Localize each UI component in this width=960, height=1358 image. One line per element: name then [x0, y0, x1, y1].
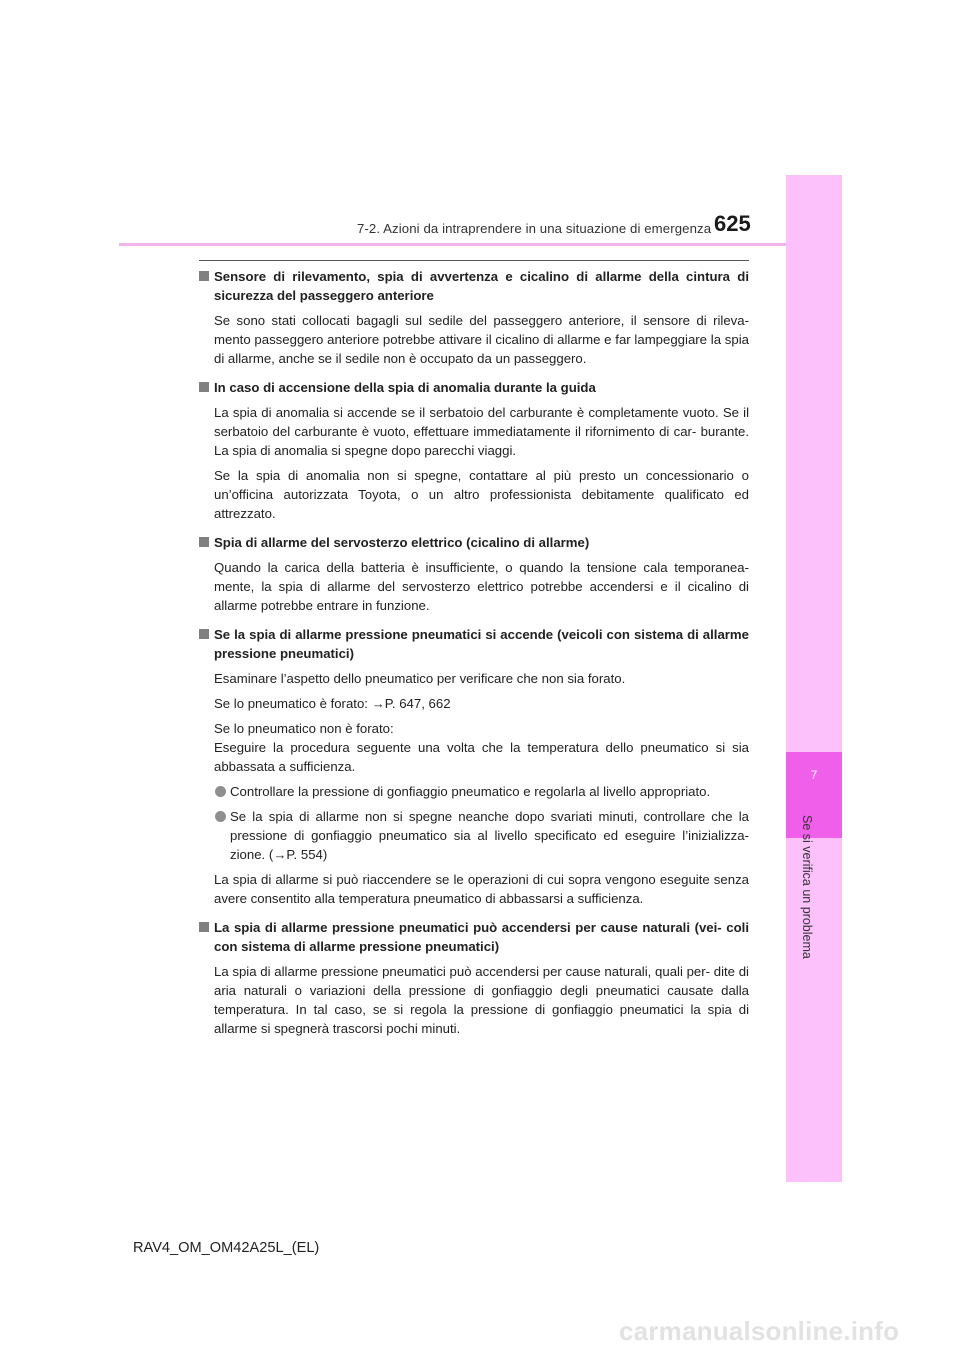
section-heading: In caso di accensione della spia di anomalia durante la guida	[197, 378, 749, 397]
square-bullet-icon	[199, 922, 209, 932]
section-heading: Se la spia di allarme pressione pneumatici si accende (veicoli con sistema di allarme pressione pneumatici)	[197, 625, 749, 663]
section-heading: La spia di allarme pressione pneumatici può accendersi per cause naturali (vei- coli con sistema di allarme pressione pneumatici)	[197, 918, 749, 956]
paragraph: Esaminare l’aspetto dello pneumatico per verificare che non sia forato.	[214, 671, 626, 686]
paragraph: Se lo pneumatico non è forato: Eseguire la procedura seguente una volta che la temperatura dello pneumatico si sia abbassata a sufficienza.	[214, 721, 749, 774]
document-code: RAV4_OM_OM42A25L_(EL)	[133, 1240, 320, 1256]
section-header: 7-2. Azioni da intraprendere in una situazione di emergenza	[357, 221, 712, 236]
watermark: carmanualsonline.info	[619, 1316, 900, 1346]
round-bullet-icon	[215, 786, 226, 797]
list-item: Se la spia di allarme non si spegne neanche dopo svariati minuti, controllare che la pressione di gonfiaggio pneumatico sia al livello specificato ed eseguire l’inizializza- zione. (→P. 554)	[197, 807, 749, 864]
section-heading: Spia di allarme del servosterzo elettrico (cicalino di allarme)	[197, 533, 749, 552]
content-top-rule	[199, 260, 749, 261]
section-heading: Sensore di rilevamento, spia di avvertenza e cicalino di allarme della cintura di sicurezza del passeggero anteriore	[197, 267, 749, 305]
section-tire-pressure-warning	[197, 625, 749, 908]
square-bullet-icon	[199, 629, 209, 639]
square-bullet-icon	[199, 537, 209, 547]
section-malfunction-light	[197, 378, 749, 523]
square-bullet-icon	[199, 271, 209, 281]
header-rule	[119, 243, 786, 246]
paragraph: Quando la carica della batteria è insufficiente, o quando la tensione cala temporanea- mente, la spia di allarme del servosterzo elettrico potrebbe accendersi e il cicalino di allarme potrebbe entrare in funzione.	[214, 560, 749, 613]
round-bullet-icon	[215, 811, 226, 822]
paragraph: La spia di allarme si può riaccendere se le operazioni di cui sopra vengono eseguite senza avere consentito alla temperatura pneumatico di abbassarsi a sufficienza.	[214, 872, 749, 906]
section-seatbelt-sensor	[197, 267, 749, 368]
list-item: Controllare la pressione di gonfiaggio pneumatico e regolarla al livello appropriato.	[197, 782, 749, 801]
page-number: 625	[714, 211, 751, 236]
section-tire-pressure-natural-causes	[197, 918, 749, 1038]
page-content	[197, 267, 749, 1048]
section-power-steering	[197, 533, 749, 615]
paragraph-page-reference: Se lo pneumatico è forato: →P. 647, 662	[214, 696, 451, 711]
chapter-tab-marker	[786, 752, 842, 838]
paragraph: Se sono stati collocati bagagli sul sedile del passeggero anteriore, il sensore di rileva- mento passeggero anteriore potrebbe attivare il cicalino di allarme e far lampeggiare la spia di allarme, anche se il sedile non è occupato da un passeggero.	[214, 313, 749, 366]
chapter-number: 7	[810, 768, 818, 782]
square-bullet-icon	[199, 382, 209, 392]
paragraph: Se la spia di anomalia non si spegne, contattare al più presto un concessionario o un’officina autorizzata Toyota, o un altro professionista debitamente qualificato ed attrezzato.	[214, 468, 749, 521]
chapter-title: Se si verifica un problema	[800, 815, 814, 959]
paragraph: La spia di allarme pressione pneumatici può accendersi per cause naturali, quali per- dite di aria naturali o variazioni della pressione di gonfiaggio degli pneumatici causate dalla temperatura. In tal caso, se si regola la pressione di gonfiaggio pneumatici la spia di allarme si spegnerà trascorsi pochi minuti.	[214, 964, 749, 1036]
paragraph: La spia di anomalia si accende se il serbatoio del carburante è completamente vuoto. Se il serbatoio del carburante è vuoto, effettuare immediatamente il rifornimento di car- burante. La spia di anomalia si spegne dopo parecchi viaggi.	[214, 405, 749, 458]
chapter-side-tab	[786, 175, 842, 1182]
